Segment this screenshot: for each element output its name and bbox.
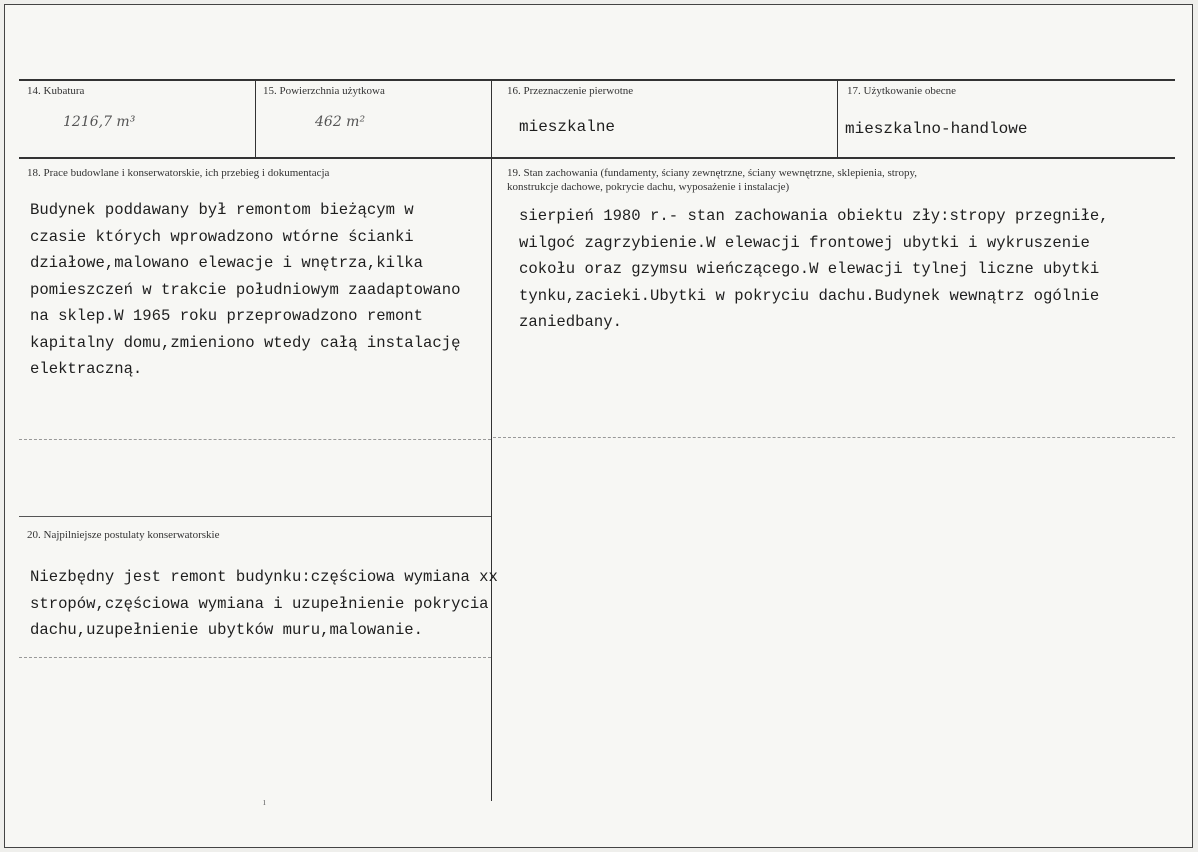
field-18-line: na sklep.W 1965 roku przeprowadzono remont	[30, 307, 424, 325]
field-18-line: kapitalny domu,zmieniono wtedy całą instalację	[30, 333, 461, 352]
field-14-value: 1216,7 m³	[63, 114, 136, 130]
field-19-line: zaniedbany.	[519, 313, 622, 331]
field-18-label: 18. Prace budowlane i konserwatorskie, ich przebieg i dokumentacja	[27, 167, 330, 179]
faint-rule-19	[493, 437, 1175, 438]
field-18-line: działowe,malowano elewacje i wnętrza,kilka	[30, 254, 424, 272]
field-17-value: mieszkalno-handlowe	[845, 120, 1028, 138]
field-16-label: 16. Przeznaczenie pierwotne	[507, 85, 634, 97]
field-15-label: 15. Powierzchnia użytkowa	[263, 85, 385, 97]
field-14-label: 14. Kubatura	[27, 85, 85, 97]
field-20-label: 20. Najpilniejsze postulaty konserwatorskie	[27, 529, 220, 541]
field-18-line: czasie których wprowadzono wtórne ścianki	[30, 227, 414, 246]
field-16-value: mieszkalne	[519, 118, 616, 136]
field-19-text	[519, 203, 1109, 336]
field-18-line: Budynek poddawany był remontom bieżącym w	[30, 201, 414, 219]
main-column-divider	[491, 157, 492, 801]
field-18-line: elektraczną.	[30, 360, 143, 378]
field-20-line: dachu,uzupełnienie ubytków muru,malowanie.	[30, 621, 424, 639]
divider-14-15	[255, 79, 256, 157]
field-20-line: Niezbędny jest remont budynku:częściowa wymiana xx	[30, 568, 498, 586]
field-20-line: stropów,częściowa wymiana i uzupełnienie pokrycia	[30, 594, 489, 613]
record-card	[4, 4, 1193, 848]
field-15-value: 462 m²	[315, 114, 366, 130]
top-rule	[19, 79, 1175, 81]
field-18-text	[30, 197, 460, 383]
field-17-label: 17. Użytkowanie obecne	[847, 85, 957, 97]
field-20-text	[30, 564, 498, 644]
field-19-line: cokołu oraz gzymsu wieńczącego.W elewacji tylnej liczne ubytki	[519, 260, 1100, 278]
divider-15-16	[491, 79, 492, 157]
field-19-line: sierpień 1980 r.- stan zachowania obiektu zły:stropy przegniłe,	[519, 207, 1109, 225]
faint-rule-20	[19, 657, 491, 658]
field-19-line: tynku,zacieki.Ubytki w pokryciu dachu.Budynek wewnątrz ogólnie	[519, 286, 1100, 305]
divider-16-17	[837, 79, 838, 157]
field-19-label-line2: konstrukcje dachowe, pokrycie dachu, wyposażenie i instalacje)	[507, 181, 790, 193]
row-2-rule	[19, 157, 1175, 159]
pencil-mark: ı	[263, 797, 266, 808]
faint-rule-18	[19, 439, 491, 440]
row-20-rule	[19, 516, 491, 517]
field-19-line: wilgoć zagrzybienie.W elewacji frontowej ubytki i wykruszenie	[519, 233, 1090, 252]
field-19-label-line1: 19. Stan zachowania (fundamenty, ściany zewnętrzne, ściany wewnętrzne, sklepienia, stropy,	[507, 167, 918, 179]
field-18-line: pomieszczeń w trakcie południowym zaadaptowano	[30, 280, 461, 299]
